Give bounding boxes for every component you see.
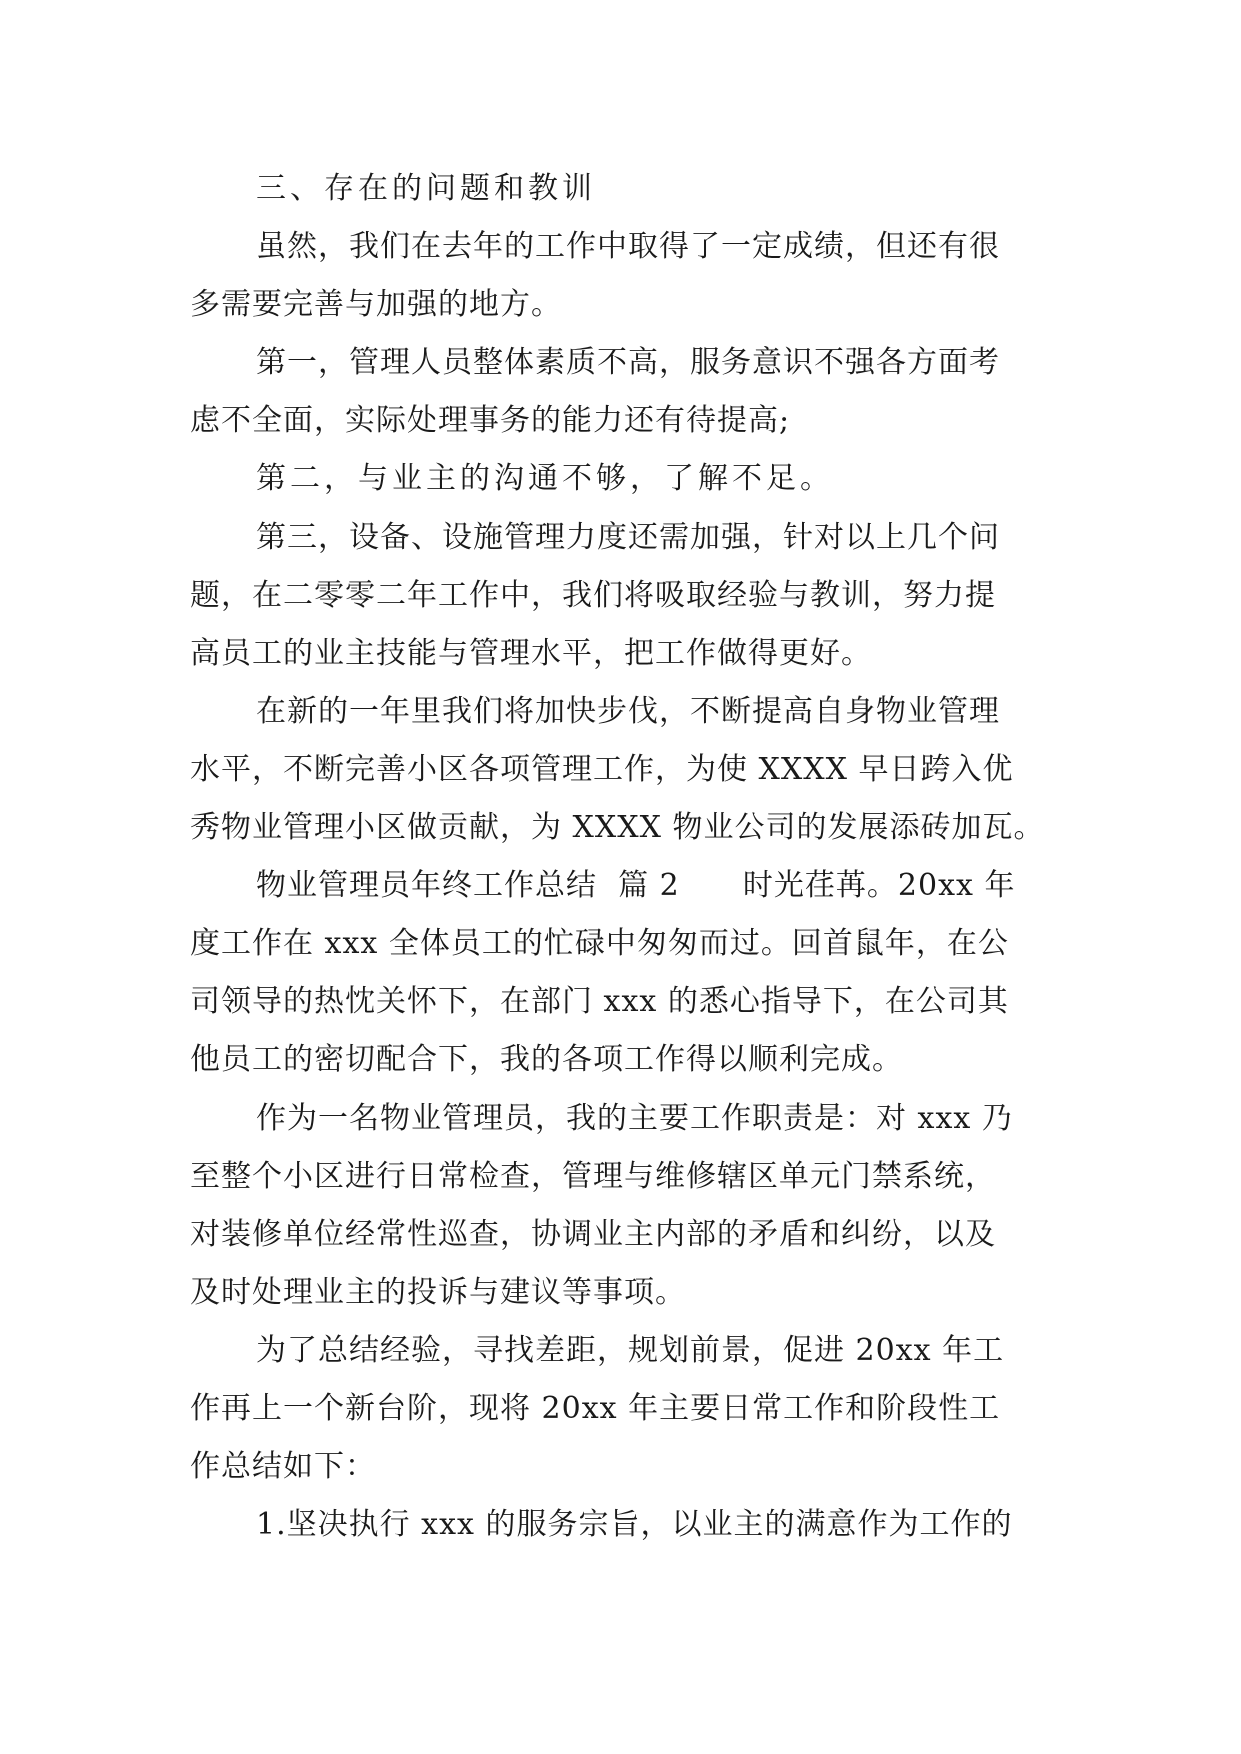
paragraph-line: 作为一名物业管理员，我的主要工作职责是：对 xxx 乃 (256, 1100, 1013, 1136)
paragraph-line: 虑不全面，实际处理事务的能力还有待提高; (190, 403, 791, 439)
paragraph-line: 题，在二零零二年工作中，我们将吸取经验与教训，努力提 (190, 577, 996, 613)
paragraph-line: 为了总结经验，寻找差距，规划前景，促进 20xx 年工 (256, 1332, 1005, 1368)
paragraph-line: 物业管理员年终工作总结 篇 2 时光荏苒。20xx 年 (256, 868, 1016, 904)
paragraph-line: 作总结如下： (190, 1449, 376, 1485)
body-text (190, 160, 1070, 1554)
paragraph-line: 多需要完善与加强的地方。 (190, 287, 562, 323)
paragraph-line: 高员工的业主技能与管理水平，把工作做得更好。 (190, 635, 872, 671)
paragraph-line: 第二，与业主的沟通不够，了解不足。 (256, 461, 834, 497)
paragraph-line: 司领导的热忱关怀下，在部门 xxx 的悉心指导下，在公司其 (190, 984, 1009, 1020)
paragraph-line: 对装修单位经常性巡查，协调业主内部的矛盾和纠纷，以及 (190, 1216, 996, 1252)
paragraph-line: 度工作在 xxx 全体员工的忙碌中匆匆而过。回首鼠年，在公 (190, 926, 1009, 962)
paragraph-line: 作再上一个新台阶，现将 20xx 年主要日常工作和阶段性工 (190, 1390, 1001, 1426)
paragraph-line: 第一，管理人员整体素质不高，服务意识不强各方面考 (256, 345, 1000, 381)
paragraph-line: 虽然，我们在去年的工作中取得了一定成绩，但还有很 (256, 229, 1000, 265)
paragraph-line: 第三，设备、设施管理力度还需加强，针对以上几个问 (256, 519, 1000, 555)
section-heading: 三、存在的问题和教训 (256, 171, 596, 206)
paragraph-line: 及时处理业主的投诉与建议等事项。 (190, 1274, 686, 1310)
paragraph-line: 他员工的密切配合下，我的各项工作得以顺利完成。 (190, 1042, 903, 1078)
paragraph-line: 1.坚决执行 xxx 的服务宗旨，以业主的满意作为工作的 (256, 1507, 1013, 1543)
paragraph-line: 秀物业管理小区做贡献，为 XXXX 物业公司的发展添砖加瓦。 (190, 810, 1045, 846)
paragraph-line: 在新的一年里我们将加快步伐，不断提高自身物业管理 (256, 693, 1000, 729)
paragraph-line: 水平，不断完善小区各项管理工作，为使 XXXX 早日跨入优 (190, 751, 1014, 787)
paragraph-line: 至整个小区进行日常检查，管理与维修辖区单元门禁系统， (190, 1158, 996, 1194)
